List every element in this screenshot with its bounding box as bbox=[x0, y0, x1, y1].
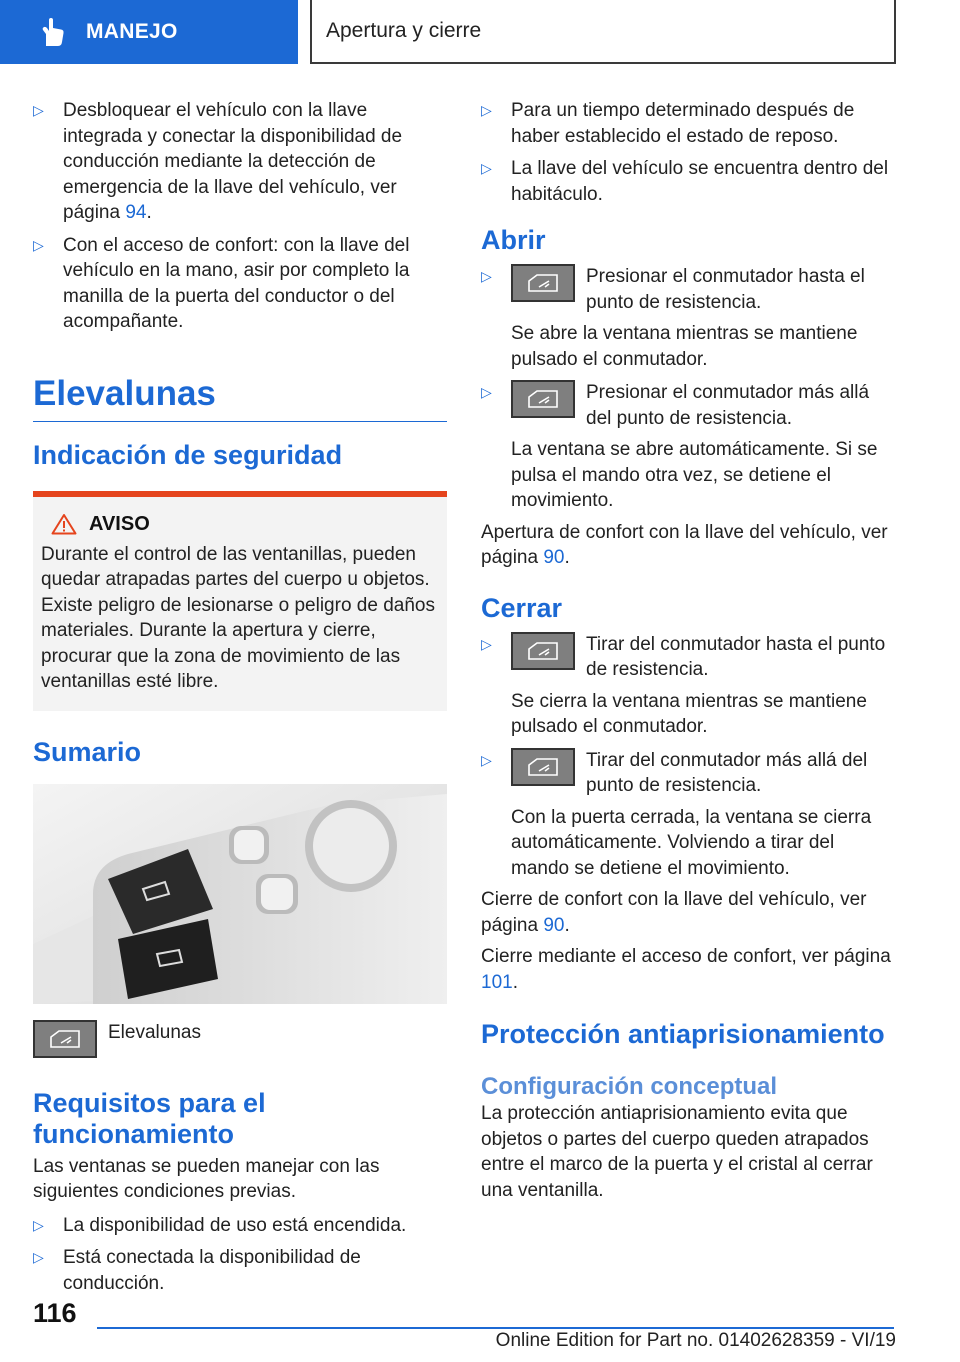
paragraph: Con la puerta cerrada, la ventana se cierra automáticamente. Volviendo a tirar del mando se detiene el movimiento. bbox=[511, 806, 872, 879]
bullet-triangle-icon: ▷ bbox=[481, 160, 492, 176]
edition-note: Online Edition for Part no. 01402628359 - VI/19 bbox=[495, 1330, 896, 1351]
paragraph: Se abre la ventana mientras se mantiene pulsado el conmutador. bbox=[511, 323, 858, 370]
window-switch-icon bbox=[511, 264, 575, 302]
paragraph-text: Apertura de confort con la llave del vehículo, ver página bbox=[481, 521, 888, 568]
page-ref-link[interactable]: 90 bbox=[543, 914, 565, 936]
warning-title: AVISO bbox=[89, 512, 150, 535]
left-column bbox=[33, 98, 447, 1303]
list-item bbox=[481, 748, 897, 888]
list-item bbox=[481, 264, 897, 380]
legend-label: Elevalunas bbox=[108, 1021, 201, 1043]
bullet-triangle-icon: ▷ bbox=[481, 635, 492, 652]
page-section-title: Apertura y cierre bbox=[310, 0, 896, 64]
chapter-label: MANEJO bbox=[86, 20, 178, 43]
list-item-text: La llave del vehículo se encuentra dentro del habitáculo. bbox=[511, 158, 889, 205]
list-item: ▷ Desbloquear el vehículo con la llave integrada y conectar la disponibilidad de conducción mediante la detección de emergencia de la llave del vehículo, ver página 94. bbox=[33, 98, 447, 226]
paragraph: La protección antiaprisionamiento evita que objetos o partes del cuerpo queden atrapados entre el marco de la puerta y el cristal al cerrar una ventanilla. bbox=[481, 1103, 873, 1201]
page-ref-link[interactable]: 101 bbox=[481, 971, 513, 993]
page-ref-link[interactable]: 94 bbox=[125, 202, 147, 223]
bullet-triangle-icon: ▷ bbox=[33, 236, 44, 253]
paragraph-text: Cierre de confort con la llave del vehículo, ver página bbox=[481, 889, 867, 936]
list-item bbox=[481, 98, 897, 149]
paragraph: Las ventanas se pueden manejar con las siguientes condiciones previas. bbox=[33, 1155, 380, 1202]
window-switch-photo bbox=[33, 784, 447, 1004]
list-item bbox=[33, 1245, 447, 1296]
page-ref-link[interactable]: 90 bbox=[543, 547, 565, 568]
list-item bbox=[481, 632, 897, 748]
list-item-text: Tirar del conmutador hasta el punto de resistencia. bbox=[586, 633, 886, 680]
list-item bbox=[33, 1213, 447, 1239]
bullet-triangle-icon: ▷ bbox=[481, 384, 492, 400]
warning-triangle-icon bbox=[51, 513, 77, 535]
list-item-text: Presionar el conmutador más allá del punto de resistencia. bbox=[586, 382, 870, 429]
bullet-triangle-icon: ▷ bbox=[33, 102, 44, 118]
window-switch-icon bbox=[511, 380, 575, 418]
list-item-text: Desbloquear el vehículo con la llave integrada y conectar la disponibilidad de conducción mediante la detección de emergencia de la llave del vehículo, ver página bbox=[63, 100, 403, 223]
chapter-heading: Elevalunas bbox=[33, 373, 447, 422]
legend-row bbox=[33, 1020, 447, 1058]
bullet-triangle-icon: ▷ bbox=[481, 102, 492, 118]
hand-icon bbox=[36, 16, 68, 48]
list-item-text: Tirar del conmutador más allá del punto de resistencia. bbox=[586, 749, 868, 796]
footer-divider bbox=[97, 1327, 894, 1329]
list-item-text: Para un tiempo determinado después de haber establecido el estado de reposo. bbox=[511, 100, 855, 147]
list-item-text: La disponibilidad de uso está encendida. bbox=[63, 1214, 407, 1236]
section-heading: Sumario bbox=[33, 736, 142, 767]
section-heading: Requisitos para el funcionamiento bbox=[33, 1087, 266, 1149]
list-item-text: Presionar el conmutador hasta el punto de resistencia. bbox=[586, 266, 865, 313]
list-item-text: Está conectada la disponibilidad de conducción. bbox=[63, 1247, 361, 1294]
list-item bbox=[481, 156, 897, 207]
paragraph-text: Cierre mediante el acceso de confort, ver página bbox=[481, 946, 891, 967]
window-switch-icon bbox=[33, 1020, 97, 1058]
section-heading: Abrir bbox=[481, 225, 546, 255]
warning-box bbox=[33, 491, 447, 711]
list-item-text: Con el acceso de confort: con la llave del vehículo en la mano, asir por completo la manilla de la puerta del conductor o del acompañante. bbox=[63, 234, 410, 332]
chapter-tab[interactable] bbox=[0, 0, 298, 64]
window-switch-icon bbox=[511, 748, 575, 786]
warning-text: Durante el control de las ventanillas, pueden quedar atrapadas partes del cuerpo u objetos. Existe peligro de lesionarse o peligro de daños materiales. Durante la apertura y cierre, procurar que la zona de movimiento de las ventanillas esté libre. bbox=[41, 543, 435, 692]
section-heading: Indicación de seguridad bbox=[33, 439, 343, 470]
page-number: 116 bbox=[33, 1298, 77, 1328]
paragraph: Cierre de confort con la llave del vehículo, ver página 90. bbox=[481, 889, 867, 936]
bullet-triangle-icon: ▷ bbox=[33, 1249, 44, 1265]
paragraph: Cierre mediante el acceso de confort, ver página 101. bbox=[481, 946, 891, 993]
section-heading: Cerrar bbox=[481, 592, 563, 623]
paragraph: Se cierra la ventana mientras se mantiene pulsado el conmutador. bbox=[511, 690, 867, 737]
right-column bbox=[481, 98, 897, 1203]
section-heading: Protección antiaprisionamiento bbox=[481, 1019, 885, 1049]
list-item bbox=[33, 233, 447, 335]
window-switch-icon bbox=[511, 632, 575, 670]
bullet-triangle-icon: ▷ bbox=[481, 751, 492, 768]
list-item bbox=[481, 380, 897, 520]
paragraph: Apertura de confort con la llave del vehículo, ver página 90. bbox=[481, 521, 888, 568]
bullet-triangle-icon: ▷ bbox=[481, 268, 492, 284]
subsection-heading: Configuración conceptual bbox=[481, 1073, 778, 1100]
bullet-triangle-icon: ▷ bbox=[33, 1216, 44, 1233]
paragraph: La ventana se abre automáticamente. Si se pulsa el mando otra vez, se detiene el movimiento. bbox=[511, 439, 878, 511]
